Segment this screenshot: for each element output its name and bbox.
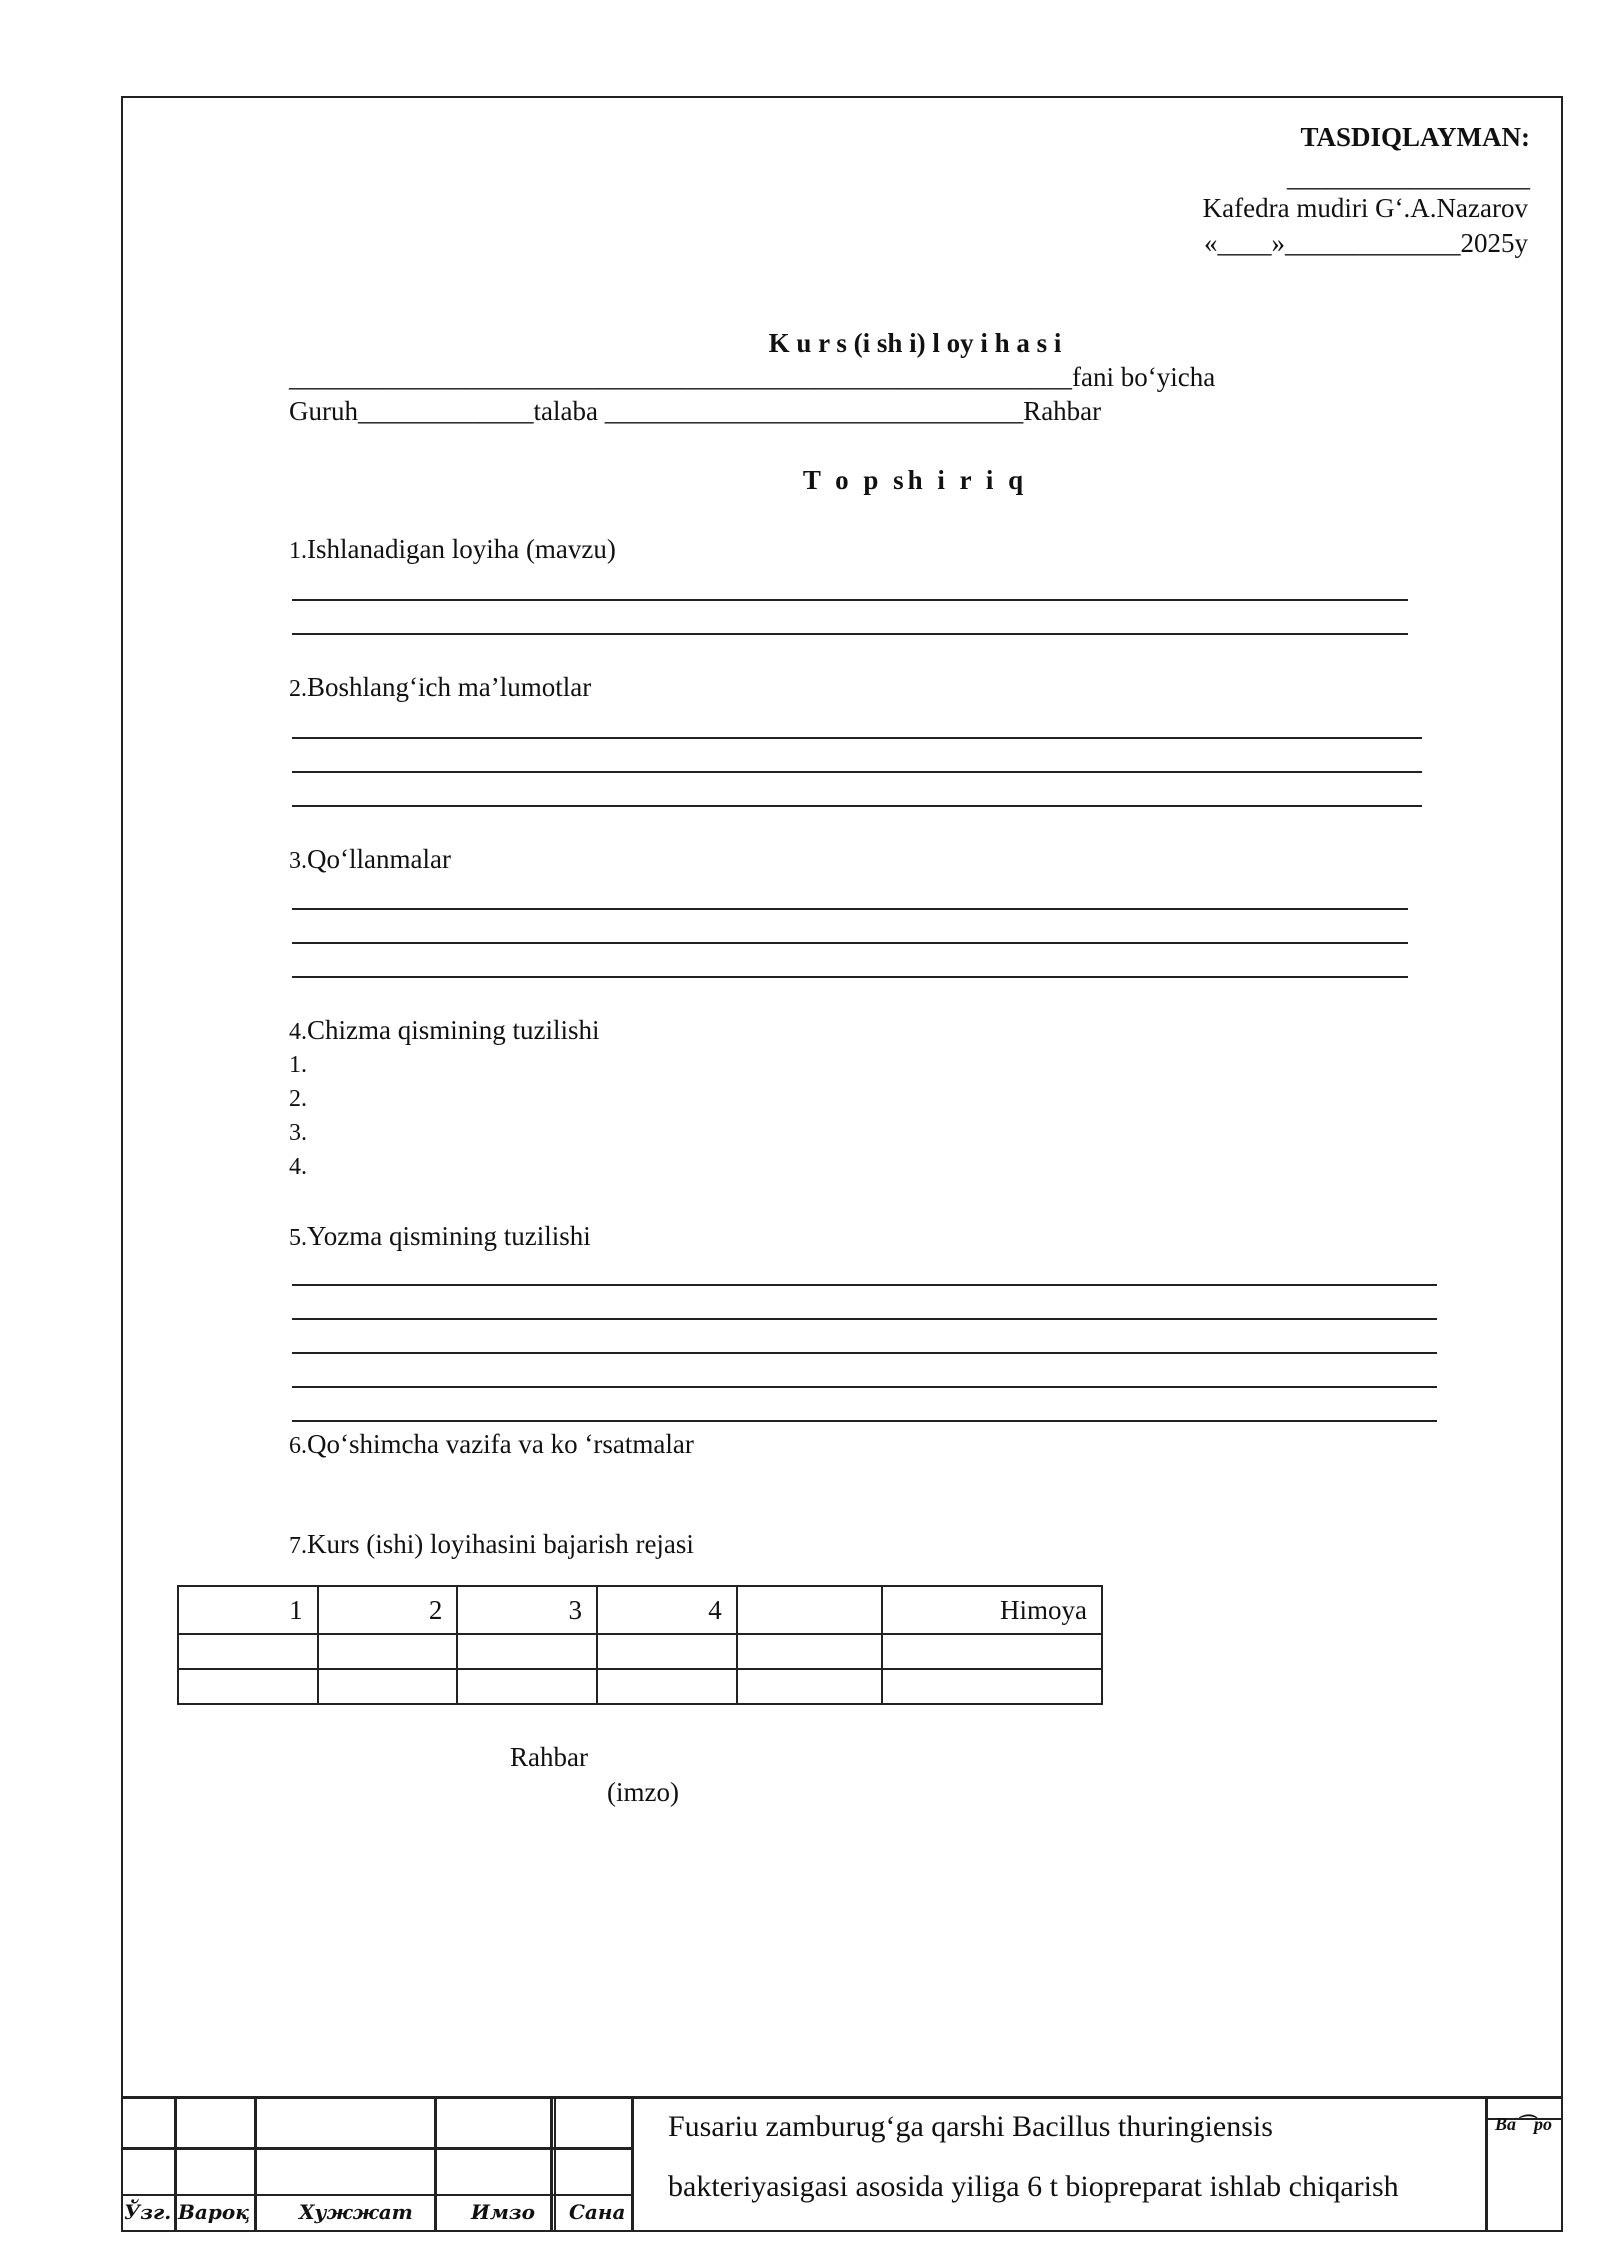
- section-label: Yozma qismining tuzilishi: [307, 1221, 591, 1251]
- answer-line: [292, 771, 1422, 773]
- drawing-item: 2.: [289, 1086, 307, 1112]
- answer-line: [292, 1386, 1437, 1388]
- answer-line: [292, 1420, 1437, 1422]
- answer-line: [292, 1352, 1437, 1354]
- title-block-top-border: [121, 2096, 1563, 2099]
- subject-line: __________________________________________________________fani bo‘yicha: [289, 362, 1216, 392]
- section-label: Kurs (ishi) loyihasini bajarish rejasi: [307, 1529, 694, 1559]
- project-title-line-2: bakteriyasigasi asosida yiliga 6 t biopreparat ishlab chiqarish: [668, 2170, 1399, 2203]
- title-block-col-line: [1485, 2096, 1488, 2232]
- table-header-cell: Himoya: [882, 1586, 1102, 1634]
- table-cell[interactable]: [178, 1634, 318, 1669]
- stamp-label-date: Сана: [569, 2200, 626, 2224]
- stamp-label-document: Хужжат: [299, 2200, 413, 2224]
- answer-line: [292, 1284, 1437, 1286]
- table-cell[interactable]: [318, 1634, 458, 1669]
- answer-line: [292, 976, 1408, 978]
- section-number: 2.: [289, 676, 307, 702]
- approval-position: Kafedra mudiri G‘.A.Nazarov: [1202, 193, 1528, 223]
- table-header-cell: 3: [457, 1586, 597, 1634]
- project-title-line-1: Fusariu zamburug‘ga qarshi Bacillus thuringiensis: [668, 2110, 1273, 2143]
- approval-date: «____»_____________2025y: [1204, 228, 1528, 258]
- answer-line: [292, 805, 1422, 807]
- table-cell[interactable]: [457, 1634, 597, 1669]
- answer-line: [292, 599, 1408, 601]
- title-block: [121, 2096, 1563, 2232]
- answer-line: [292, 1318, 1437, 1320]
- answer-line: [292, 942, 1408, 944]
- signature-note: (imzo): [607, 1777, 679, 1807]
- section-label: Qo‘llanmalar: [307, 844, 451, 874]
- table-header-row: [178, 1586, 1102, 1634]
- table-row: [178, 1634, 1102, 1669]
- document-title: K u r s (i sh i) l oy i h a s i: [768, 328, 1062, 358]
- table-cell[interactable]: [457, 1669, 597, 1704]
- table-row: [178, 1669, 1102, 1704]
- answer-line: [292, 908, 1408, 910]
- section-5-heading: [289, 1219, 591, 1255]
- section-4-heading: [289, 1013, 600, 1049]
- section-label: Boshlang‘ich ma’lumotlar: [307, 672, 592, 702]
- section-number: 4.: [289, 1019, 307, 1045]
- drawing-item: 1.: [289, 1052, 307, 1078]
- table-cell[interactable]: [882, 1669, 1102, 1704]
- answer-line: [292, 737, 1422, 739]
- section-number: 1.: [289, 538, 307, 564]
- section-1-heading: [289, 532, 616, 568]
- table-header-cell: 1: [178, 1586, 318, 1634]
- section-number: 3.: [289, 848, 307, 874]
- section-label: Ishlanadigan loyiha (mavzu): [307, 534, 616, 564]
- title-block-col-line: [434, 2096, 437, 2232]
- section-label: Chizma qismining tuzilishi: [307, 1015, 600, 1045]
- title-block-col-line: [631, 2096, 634, 2232]
- table-cell[interactable]: [178, 1669, 318, 1704]
- signature-role: Rahbar: [510, 1742, 588, 1772]
- group-line: Guruh_____________talaba _______________________________Rahbar: [289, 396, 1102, 426]
- section-7-heading: [289, 1527, 694, 1563]
- approval-heading: TASDIQLAYMAN:: [1300, 122, 1530, 152]
- plan-table: [177, 1585, 1103, 1705]
- title-block-col-line: [254, 2096, 257, 2232]
- drawing-item: 3.: [289, 1120, 307, 1146]
- section-3-heading: [289, 842, 451, 878]
- title-block-col-line: [554, 2096, 556, 2232]
- stamp-label-change: Ўзг.: [124, 2200, 172, 2224]
- title-block-row-line: [121, 2194, 634, 2196]
- approval-signature-line: __________________: [1287, 162, 1530, 192]
- table-header-cell: 4: [597, 1586, 737, 1634]
- section-label: Qo‘shimcha vazifa va ko ‘rsatmalar: [307, 1429, 694, 1459]
- table-header-cell: [737, 1586, 883, 1634]
- page-label: Ва⌒ро: [1495, 2114, 1553, 2134]
- assignment-title: T o p sh i r i q: [802, 465, 1028, 495]
- section-6-heading: [289, 1427, 694, 1463]
- table-header-cell: 2: [318, 1586, 458, 1634]
- table-cell[interactable]: [737, 1634, 883, 1669]
- table-cell[interactable]: [597, 1669, 737, 1704]
- title-block-col-line: [174, 2096, 177, 2232]
- section-number: 7.: [289, 1533, 307, 1559]
- stamp-label-sheet: Варoқ: [178, 2200, 250, 2224]
- section-2-heading: [289, 670, 591, 706]
- section-number: 5.: [289, 1225, 307, 1251]
- title-block-col-line: [550, 2096, 553, 2232]
- title-block-row-line: [121, 2147, 634, 2150]
- table-cell[interactable]: [882, 1634, 1102, 1669]
- table-cell[interactable]: [597, 1634, 737, 1669]
- drawing-item: 4.: [289, 1154, 307, 1180]
- table-cell[interactable]: [318, 1669, 458, 1704]
- stamp-label-signature: Имзо: [471, 2200, 536, 2224]
- section-number: 6.: [289, 1433, 307, 1459]
- table-cell[interactable]: [737, 1669, 883, 1704]
- answer-line: [292, 633, 1408, 635]
